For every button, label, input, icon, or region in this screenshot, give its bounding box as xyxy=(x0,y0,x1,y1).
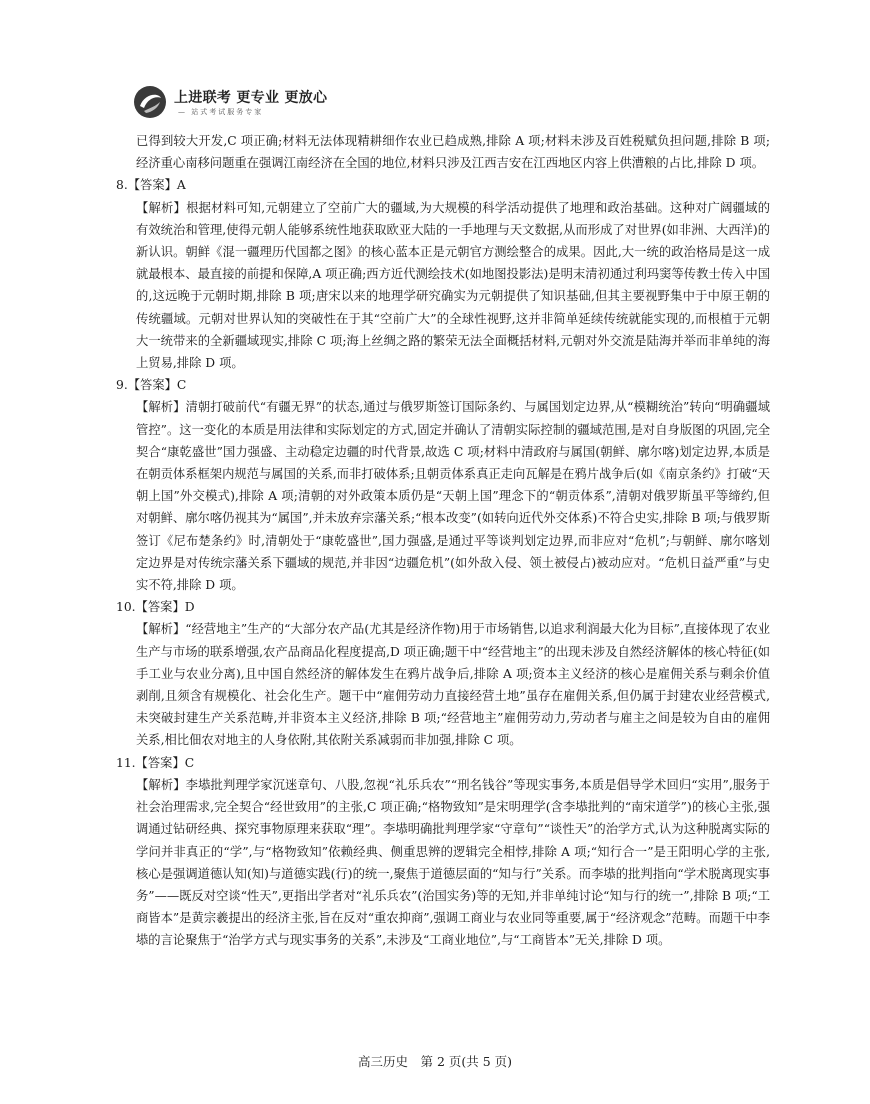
analysis-11: 【解析】李塨批判理学家沉迷章句、八股,忽视“礼乐兵农”“刑名钱谷”等现实事务,本质是倡导学术回归“实用”,服务于社会治理需求,完全契合“经世致用”的主张,C 项正确;“格物致知”是宋明理学(含李塨批判的“南宋道学”)的核心主张,强调通过钻研经典、探究事物原理来获取“理”。李塨明确批判理学家“守章句”“谈性天”的治学方式,认为这种脱离实际的学问并非真正的“学”,与“格物致知”依赖经典、侧重思辨的逻辑完全相悖,排除 A 项;“知行合一”是王阳明心学的主张,核心是强调道德认知(知)与道德实践(行)的统一,聚焦于道德层面的“知与行”关系。而李塨的批判指向“学术脱离现实事务”——既反对空谈“性天”,更指出学者对“礼乐兵农”(治国实务)等的无知,并非单纯讨论“知与行的统一”,排除 B 项;“工商皆本”是黄宗羲提出的经济主张,旨在反对“重农抑商”,强调工商业与农业同等重要,属于“经济观念”范畴。而题干中李塨的言论聚焦于“治学方式与现实事务的关系”,未涉及“工商业地位”,与“工商皆本”无关,排除 D 项。 xyxy=(136,777,770,948)
answer-heading-8: 8.【答案】A xyxy=(116,178,186,193)
analysis-8: 【解析】根据材料可知,元朝建立了空前广大的疆域,为大规模的科学活动提供了地理和政治基础。这种对广阔疆域的有效统治和管理,使得元朝人能够系统性地获取欧亚大陆的一手地理与天文数据,从而形成了对世界(如非洲、大西洋)的新认识。朝鲜《混一疆理历代国都之图》的核心蓝本正是元朝官方测绘整合的成果。因此,大一统的政治格局是这一成就最根本、最直接的前提和保障,A 项正确;西方近代测绘技术(如地图投影法)是明末清初通过利玛窦等传教士传入中国的,这远晚于元朝时期,排除 B 项;唐宋以来的地理学研究确实为元朝提供了知识基础,但其主要视野集中于中原王朝的传统疆域。元朝对世界认知的突破性在于其“空前广大”的全球性视野,这并非简单延续传统就能实现的,而根植于元朝大一统带来的全新疆域现实,排除 C 项;海上丝绸之路的繁荣无法全面概括材料,元朝对外交流是陆海并举而非单纯的海上贸易,排除 D 项。 xyxy=(136,200,770,371)
answer-heading-11: 11.【答案】C xyxy=(116,755,195,770)
page-footer: 高三历史 第 2 页(共 5 页) xyxy=(357,1054,513,1069)
answer-content xyxy=(116,130,770,952)
brand-subtitle: — 站式考试服务专家 xyxy=(178,108,264,116)
answer-heading-10: 10.【答案】D xyxy=(116,600,195,615)
analysis-9: 【解析】清朝打破前代“有疆无界”的状态,通过与俄罗斯签订国际条约、与属国划定边界,从“模糊统治”转向“明确疆域管控”。这一变化的本质是用法律和实际划定的方式,固定并确认了清朝实际控制的疆域范围,是对自身版图的巩固,完全契合“康乾盛世”国力强盛、主动稳定边疆的时代背景,故选 C 项;材料中清政府与属国(朝鲜、廓尔喀)划定边界,本质是在朝贡体系框架内规范与属国的关系,而非打破体系;且朝贡体系真正走向瓦解是在鸦片战争后(如《南京条约》打破“天朝上国”外交模式),排除 A 项;清朝的对外政策本质仍是“天朝上国”理念下的“朝贡体系”,清朝对俄罗斯虽平等缔约,但对朝鲜、廓尔喀仍视其为“属国”,并未放弃宗藩关系;“根本改变”(如转向近代外交体系)不符合史实,排除 B 项;与俄罗斯签订《尼布楚条约》时,清朝处于“康乾盛世”,国力强盛,是通过平等谈判划定边界,而非应对“危机”;与朝鲜、廓尔喀划定边界是对传统宗藩关系下疆域的规范,并非因“边疆危机”(如外敌入侵、领土被侵占)被动应对。“危机日益严重”与史实不符,排除 D 项。 xyxy=(136,400,770,593)
intro-paragraph: 已得到较大开发,C 项正确;材料无法体现精耕细作农业已趋成熟,排除 A 项;材料未涉及百姓税赋负担问题,排除 B 项;经济重心南移问题重在强调江南经济在全国的地位,材料只涉及江西吉安在江西地区内容上供漕粮的占比,排除 D 项。 xyxy=(136,134,770,171)
page-header xyxy=(132,84,732,124)
brand-slogan: 上进联考 更专业 更放心 xyxy=(174,90,328,106)
answer-heading-9: 9.【答案】C xyxy=(116,378,187,393)
analysis-10: 【解析】“经营地主”生产的“大部分农产品(尤其是经济作物)用于市场销售,以追求利润最大化为目标”,直接体现了农业生产与市场的联系增强,农产品商品化程度提高,D 项正确;题干中“经营地主”的出现未涉及自然经济解体的核心特征(如手工业与农业分离),且中国自然经济的解体发生在鸦片战争后,排除 A 项;资本主义经济的核心是雇佣关系与剩余价值剥削,且须含有规模化、社会化生产。题干中“雇佣劳动力直接经营土地”虽存在雇佣关系,但仍属于封建农业经营模式,未突破封建生产关系范畴,并非资本主义经济,排除 B 项;“经营地主”雇佣劳动力,劳动者与雇主之间是较为自由的雇佣关系,相比佃农对地主的人身依附,其依附关系减弱而非加强,排除 C 项。 xyxy=(136,622,770,748)
brand-logo-icon xyxy=(132,84,168,120)
